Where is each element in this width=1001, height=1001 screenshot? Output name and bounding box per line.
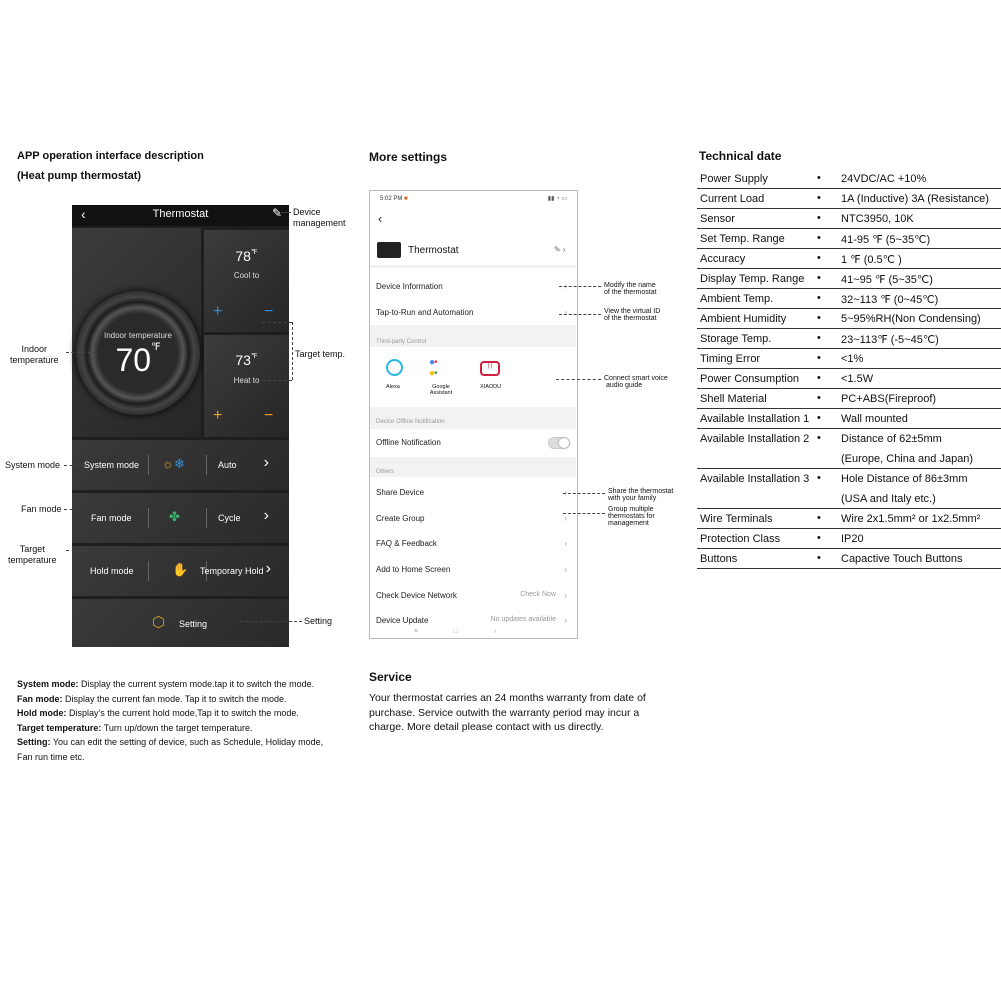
- spec-value: Wall mounted: [841, 413, 908, 425]
- desc-target-temperature: Target temperature: Turn up/down the target temperature.: [17, 722, 253, 733]
- bullet: •: [817, 412, 821, 424]
- spec-key: Shell Material: [700, 393, 767, 405]
- divider: [206, 455, 207, 475]
- spec-value: Wire 2x1.5mm² or 1x2.5mm²: [841, 513, 981, 525]
- spec-key: Ambient Temp.: [700, 293, 774, 305]
- bullet: •: [817, 212, 821, 224]
- third-party-section: Third-party Control: [376, 339, 427, 345]
- bullet: •: [817, 372, 821, 384]
- callout-device-management: Device management: [293, 207, 346, 228]
- callout-line: [64, 509, 84, 510]
- chevron-right-icon: ›: [564, 539, 567, 548]
- bullet: •: [817, 252, 821, 264]
- back-icon[interactable]: ‹: [81, 206, 86, 222]
- spec-key: Display Temp. Range: [700, 273, 805, 285]
- divider: [370, 265, 576, 268]
- callout-group: Group multiple thermostats for management: [608, 506, 655, 527]
- spec-value: 32~113 ℉ (0~45℃): [841, 294, 939, 306]
- setting-label: Setting: [179, 619, 208, 629]
- cool-setpoint-label: Cool to: [233, 271, 260, 280]
- callout-target-temperature: Target temperature: [8, 544, 57, 565]
- system-mode-value: Auto: [218, 460, 237, 470]
- cool-increase-button[interactable]: +: [213, 303, 223, 320]
- desc-fan-mode: Fan mode: Display the current fan mode. Tap it to switch the mode.: [17, 693, 287, 704]
- chevron-right-icon: ›: [263, 454, 269, 471]
- callout-virtual-id: View the virtual ID of the thermostat: [604, 308, 661, 322]
- callout-line: [563, 493, 605, 494]
- bullet: •: [817, 332, 821, 344]
- no-updates-label: No updates available: [490, 616, 556, 623]
- bullet: •: [817, 352, 821, 364]
- spec-row: [697, 249, 1001, 269]
- others-section: Others: [376, 469, 395, 475]
- spec-row: [697, 289, 1001, 309]
- callout-line: [262, 380, 292, 381]
- spec-row: [697, 349, 1001, 369]
- divider: [148, 455, 149, 475]
- spec-row: [697, 329, 1001, 349]
- cool-decrease-button[interactable]: −: [264, 303, 274, 320]
- xiaodu-icon[interactable]: |·|: [480, 361, 500, 376]
- spec-row: [697, 549, 1001, 569]
- nav-bar: ≡□‹: [370, 628, 576, 639]
- chevron-right-icon: ›: [564, 616, 567, 625]
- callout-line: [292, 322, 293, 380]
- spec-key: Ambient Humidity: [700, 313, 787, 325]
- spec-key: Buttons: [700, 553, 738, 565]
- sun-snowflake-icon: ☼❄: [162, 456, 185, 471]
- desc-setting: Setting: You can edit the setting of device, such as Schedule, Holiday mode, Fan run time etc.: [17, 737, 324, 762]
- fan-icon: ✤: [169, 509, 180, 524]
- spec-row: [697, 369, 1001, 389]
- offline-section: Device Offline Notification: [376, 419, 445, 425]
- callout-line: [240, 621, 302, 622]
- callout-system-mode: System mode: [5, 460, 61, 470]
- cool-setpoint-value: 78℉: [235, 248, 258, 264]
- bullet: •: [817, 172, 821, 184]
- alexa-label: Alexa: [386, 384, 400, 390]
- status-time: 5:02 PM ■: [380, 196, 408, 202]
- spec-key: Timing Error: [700, 353, 761, 365]
- status-icons: ▮▮ ◔ ▭: [547, 196, 567, 202]
- thermostat-thumbnail: [377, 242, 401, 258]
- service-heading: Service: [369, 670, 412, 684]
- spec-row: [697, 389, 1001, 409]
- spec-value: 23~113℉ (-5~45℃): [841, 334, 939, 346]
- cube-icon: ⬡: [152, 614, 166, 631]
- more-settings-screen: 5:02 PM ■ ▮▮ ◔ ▭ ‹ Thermostat ✎ › Device Information › Tap-to-Run and Automation › Third-party Control Alexa ●• ●• Google Assistant |·| XIAODU Device Offline Notification Offline Notification Others Share Device › Create Group › FAQ & Feedback › Add to Home Screen › Check Device Network Check Now › Device Update No updates available › ≡□‹: [369, 190, 578, 639]
- bullet: •: [817, 392, 821, 404]
- spec-value: Distance of 62±5mm: [841, 433, 942, 445]
- chevron-right-icon: ›: [564, 565, 567, 574]
- spec-row: [697, 169, 1001, 189]
- chevron-right-icon: ›: [564, 591, 567, 600]
- fan-mode-value: Cycle: [218, 513, 241, 523]
- app-title: Thermostat: [152, 208, 209, 220]
- spec-key: Available Installation 2: [700, 433, 810, 445]
- chevron-right-icon: ›: [564, 308, 567, 317]
- mode-descriptions: [17, 677, 337, 764]
- indoor-temp-value: 70℉: [115, 342, 161, 378]
- bullet: •: [817, 232, 821, 244]
- more-settings-heading: More settings: [369, 150, 448, 164]
- chevron-right-icon: ›: [265, 560, 271, 577]
- callout-share: Share the thermostat with your family: [608, 488, 674, 502]
- divider: [148, 508, 149, 528]
- spec-value: <1%: [841, 353, 864, 365]
- edit-icon[interactable]: ✎ ›: [554, 245, 566, 254]
- callout-line: [563, 513, 605, 514]
- spec-row: [697, 229, 1001, 249]
- spec-row: [697, 509, 1001, 529]
- section-subheading: (Heat pump thermostat): [17, 170, 142, 182]
- spec-key: Power Supply: [700, 173, 768, 185]
- indoor-temp-panel: [72, 228, 201, 437]
- callout-line: [262, 322, 292, 323]
- callout-line: [66, 352, 96, 353]
- fan-mode-row[interactable]: [72, 493, 289, 543]
- google-assistant-label: Google Assistant: [429, 384, 453, 396]
- spec-value: <1.5W: [841, 373, 874, 385]
- spec-value: Hole Distance of 86±3mm: [841, 473, 968, 485]
- back-icon[interactable]: ‹: [378, 211, 383, 226]
- spec-value: 5~95%RH(Non Condensing): [841, 313, 981, 325]
- bullet: •: [817, 292, 821, 304]
- system-mode-label: System mode: [84, 460, 140, 470]
- bullet: •: [817, 472, 821, 484]
- spec-key: Current Load: [700, 193, 765, 205]
- technical-heading: Technical date: [699, 149, 782, 163]
- spec-row: [697, 529, 1001, 549]
- bullet: •: [817, 552, 821, 564]
- xiaodu-label: XIAODU: [480, 384, 502, 390]
- callout-line: [559, 314, 601, 315]
- spec-value: Capactive Touch Buttons: [841, 553, 963, 565]
- hold-mode-label: Hold mode: [90, 566, 134, 576]
- bullet: •: [817, 512, 821, 524]
- offline-notification-toggle[interactable]: [548, 437, 570, 449]
- spec-value-line2: (USA and Italy etc.): [841, 493, 936, 505]
- desc-system-mode: System mode: Display the current system mode.tap it to switch the mode.: [17, 679, 315, 689]
- spec-key: Available Installation 1: [700, 413, 810, 425]
- desc-hold-mode: Hold mode: Display's the current hold mode,Tap it to switch the mode.: [17, 708, 299, 718]
- spec-row: [697, 429, 1001, 469]
- service-text: Your thermostat carries an 24 months warranty from date of purchase. Service outwith the warranty period may incur a charge. More detail please contact with us directly.: [369, 692, 646, 733]
- device-name: Thermostat: [408, 245, 459, 256]
- chevron-right-icon: ›: [263, 507, 269, 524]
- check-now-label: Check Now: [520, 591, 556, 598]
- bullet: •: [817, 432, 821, 444]
- cool-setpoint-panel: [204, 230, 289, 332]
- spec-row: [697, 209, 1001, 229]
- chevron-right-icon: ›: [564, 282, 567, 291]
- setting-row[interactable]: [72, 599, 289, 647]
- spec-key: Power Consumption: [700, 373, 800, 385]
- system-mode-row[interactable]: [72, 440, 289, 490]
- chevron-right-icon: ›: [564, 514, 567, 523]
- heat-setpoint-value: 73℉: [235, 352, 258, 368]
- spec-value: NTC3950, 10K: [841, 213, 914, 225]
- spec-row: [697, 189, 1001, 209]
- indoor-temp-label: Indoor temperature: [103, 331, 173, 340]
- spec-value-line2: (Europe, China and Japan): [841, 453, 974, 465]
- callout-line: [556, 379, 601, 380]
- temperature-dial: [76, 291, 200, 415]
- bullet: •: [817, 312, 821, 324]
- section-heading: APP operation interface description: [17, 150, 204, 162]
- alexa-icon[interactable]: [386, 359, 403, 376]
- section-band: [370, 457, 576, 477]
- spec-key: Wire Terminals: [700, 513, 773, 525]
- spec-key: Set Temp. Range: [700, 233, 785, 245]
- spec-key: Storage Temp.: [700, 333, 772, 345]
- spec-value: 1 ℉ (0.5℃ ): [841, 254, 902, 266]
- heat-setpoint-label: Heat to: [233, 376, 260, 385]
- callout-line: [64, 465, 84, 466]
- hold-mode-value: Temporary Hold: [200, 566, 264, 576]
- spec-value: PC+ABS(Fireproof): [841, 393, 937, 405]
- section-band: [370, 407, 576, 429]
- app-header: [72, 205, 289, 226]
- callout-target-temp: Target temp.: [295, 349, 346, 359]
- divider: [148, 561, 149, 581]
- spec-key: Sensor: [700, 213, 735, 225]
- hand-icon: ✋: [172, 562, 189, 577]
- spec-value: 41-95 ℉ (5~35℃): [841, 234, 931, 246]
- callout-indoor-temperature: Indoor temperature: [10, 344, 59, 365]
- callout-line: [281, 212, 291, 213]
- chevron-right-icon: ›: [564, 488, 567, 497]
- spec-key: Available Installation 3: [700, 473, 810, 485]
- spec-value: 24VDC/AC +10%: [841, 173, 927, 185]
- bullet: •: [817, 532, 821, 544]
- hold-mode-row[interactable]: [72, 546, 289, 596]
- bullet: •: [817, 272, 821, 284]
- spec-row: [697, 269, 1001, 289]
- thermostat-app-screen: [72, 205, 289, 647]
- heat-increase-button[interactable]: +: [213, 407, 223, 424]
- spec-row: [697, 409, 1001, 429]
- callout-line: [559, 286, 601, 287]
- spec-value: 1A (Inductive) 3A (Resistance): [841, 193, 989, 205]
- heat-setpoint-panel: [204, 335, 289, 437]
- callout-line: [66, 550, 86, 551]
- bullet: •: [817, 192, 821, 204]
- spec-value: 41~95 ℉ (5~35℃): [841, 274, 933, 286]
- spec-value: IP20: [841, 533, 864, 545]
- edit-icon[interactable]: ✎: [271, 206, 282, 220]
- spec-row: [697, 469, 1001, 509]
- callout-voice: Connect smart voice audio guide: [604, 375, 668, 389]
- divider: [206, 508, 207, 528]
- callout-fan-mode: Fan mode: [21, 504, 62, 514]
- spec-key: Protection Class: [700, 533, 781, 545]
- fan-mode-label: Fan mode: [91, 513, 132, 523]
- callout-modify-name: Modify the name of the thermostat: [604, 282, 657, 296]
- spec-key: Accuracy: [700, 253, 746, 265]
- heat-decrease-button[interactable]: −: [264, 407, 274, 424]
- spec-row: [697, 309, 1001, 329]
- callout-setting: Setting: [304, 616, 333, 626]
- google-assistant-icon[interactable]: ●• ●•: [429, 357, 437, 379]
